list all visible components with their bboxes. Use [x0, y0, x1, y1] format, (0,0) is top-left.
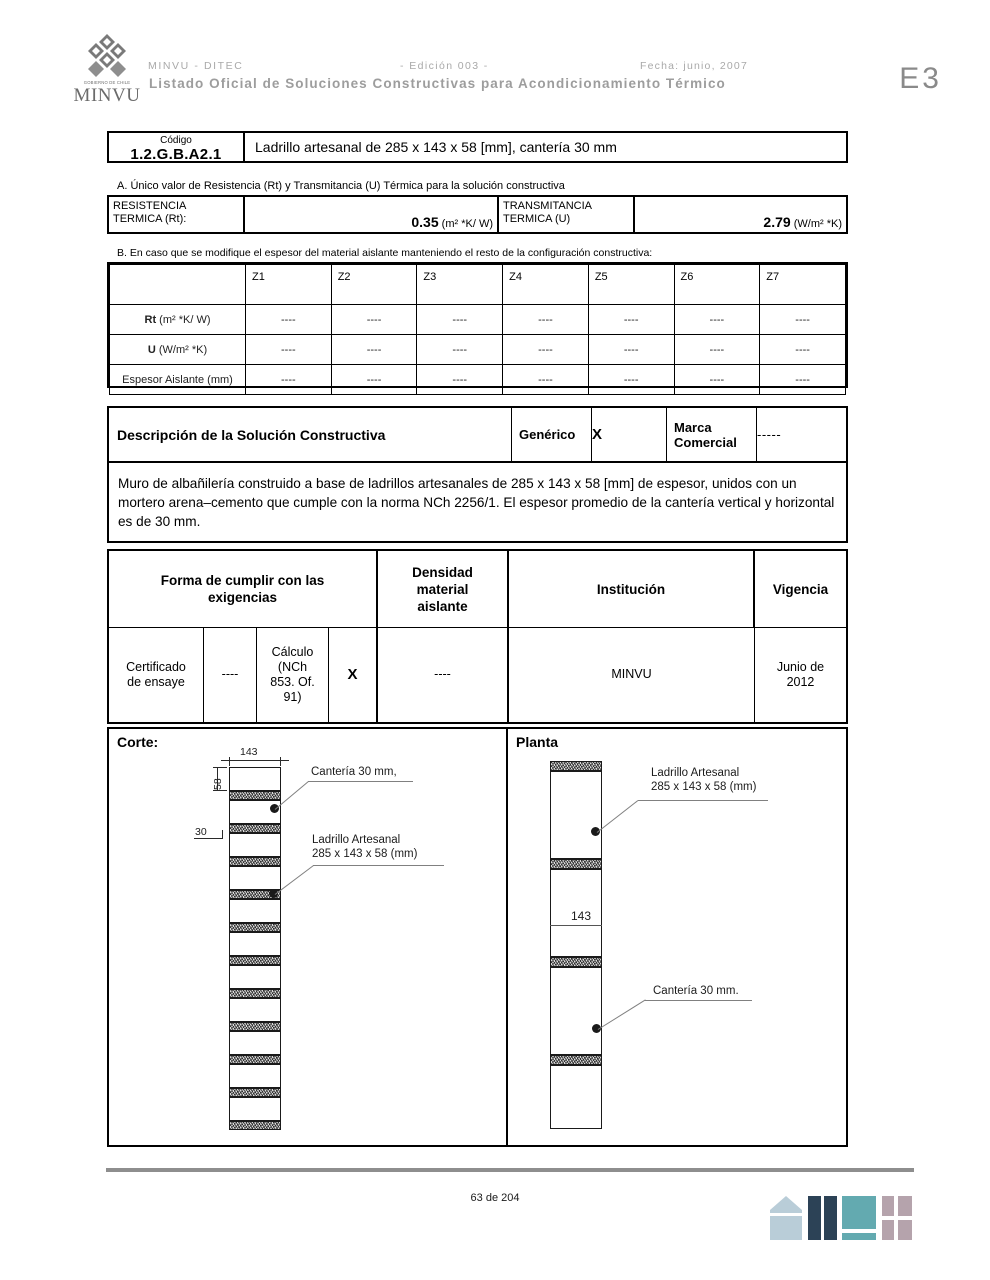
codigo-label: Código — [160, 135, 192, 146]
zone-cell: ---- — [417, 335, 503, 365]
zone-cell: ---- — [331, 335, 417, 365]
corte-mortar-joint — [229, 956, 281, 965]
institucion-header: Institución — [509, 551, 755, 627]
corte-dim-30: 30 — [195, 826, 207, 838]
header-fecha: Fecha: junio, 2007 — [640, 60, 748, 72]
zone-cell: ---- — [246, 305, 332, 335]
calculo-line4: 91) — [283, 689, 302, 704]
footer-logo-square-1 — [882, 1196, 894, 1216]
zone-header-Z1: Z1 — [246, 265, 332, 305]
footer-logo-block-teal — [842, 1196, 876, 1240]
planta-dim-divider — [550, 925, 602, 926]
zone-cell: ---- — [588, 305, 674, 335]
transmitancia-value-cell — [635, 197, 846, 232]
zone-header-Z2: Z2 — [331, 265, 417, 305]
footer-logo-bar-navy-1 — [808, 1196, 821, 1240]
marca-label — [667, 420, 737, 450]
zone-corner-cell — [110, 265, 246, 305]
footer-logo-bar-navy-2 — [824, 1196, 837, 1240]
footer-logo-teal-stripe — [842, 1229, 876, 1233]
generico-mark-cell[interactable] — [592, 408, 667, 461]
vigencia-line1: Junio de — [776, 659, 825, 674]
zone-cell: ---- — [246, 335, 332, 365]
section-b-table — [107, 262, 848, 388]
corte-ladrillo-leader-horiz — [313, 865, 444, 866]
footer-logo-square-2 — [898, 1196, 912, 1216]
planta-panel — [508, 729, 846, 1145]
corte-brick — [229, 899, 281, 923]
forma-cumplir-line1: Forma de cumplir con las — [160, 573, 325, 588]
resistencia-label-line2: TERMICA (Rt): — [113, 213, 187, 225]
planta-mortar-joint — [550, 957, 602, 967]
planta-dim-143: 143 — [571, 909, 592, 923]
corte-brick — [229, 833, 281, 857]
zone-header-Z4: Z4 — [503, 265, 589, 305]
zone-data-row — [110, 305, 846, 335]
resistencia-value-cell — [245, 197, 499, 232]
zone-cell: ---- — [674, 365, 760, 395]
certificado-line1: Certificado — [126, 659, 186, 674]
codigo-block — [107, 131, 848, 167]
header-minvu-ditec: MINVU - DITEC — [148, 60, 244, 72]
planta-canteria-leader-horiz — [645, 1000, 752, 1001]
header-edicion: - Edición 003 - — [400, 60, 489, 72]
footer-logo-stripe-white — [770, 1213, 802, 1216]
zone-cell: ---- — [503, 305, 589, 335]
section-b-caption: B. En caso que se modifique el espesor del material aislante manteniendo el resto de la configuración constructiva: — [117, 247, 653, 259]
corte-dim-tick-right — [280, 757, 281, 766]
zone-header-row — [110, 265, 846, 305]
corte-mortar-joint — [229, 1055, 281, 1064]
resistencia-value: 0.35 — [411, 214, 439, 230]
zone-row-label: Rt (m² *K/ W) — [110, 305, 246, 335]
corte-dim-line-143 — [221, 760, 289, 761]
zone-cell: ---- — [331, 305, 417, 335]
planta-mortar-joint — [550, 1055, 602, 1065]
corte-brick — [229, 1097, 281, 1121]
corte-mortar-joint — [229, 1022, 281, 1031]
descripcion-header-row — [109, 408, 846, 461]
planta-note-ladrillo-line1: Ladrillo Artesanal — [651, 767, 740, 779]
corte-mortar-joint — [229, 857, 281, 866]
zone-row-label: U (W/m² *K) — [110, 335, 246, 365]
codigo-value: 1.2.G.B.A2.1 — [130, 146, 222, 163]
zone-data-row — [110, 365, 846, 395]
calculo-mark: X — [347, 666, 358, 683]
planta-brick — [550, 967, 602, 1055]
zone-cell: ---- — [417, 365, 503, 395]
footer-logo-icon — [770, 1194, 912, 1242]
header-document-title: Listado Oficial de Soluciones Constructivas para Acondicionamiento Térmico — [149, 76, 726, 91]
corte-canteria-leader-horiz — [308, 781, 413, 782]
planta-mortar-joint — [550, 859, 602, 869]
footer-logo — [770, 1194, 912, 1242]
corte-note-ladrillo — [312, 833, 417, 861]
header-meta-line — [0, 60, 990, 74]
certificado-ensaye-label — [109, 627, 204, 722]
corte-brick — [229, 1064, 281, 1088]
corte-mortar-joint — [229, 923, 281, 932]
planta-note-ladrillo — [651, 766, 756, 794]
zone-cell: ---- — [674, 335, 760, 365]
calculo-line3: 853. Of. — [270, 674, 315, 689]
certificado-mark: ---- — [221, 667, 239, 681]
zone-header-Z3: Z3 — [417, 265, 503, 305]
zone-cell: ---- — [417, 305, 503, 335]
marca-label-cell — [667, 408, 757, 461]
corte-mortar-joint — [229, 989, 281, 998]
logo-gobierno-text: GOBIERNO DE CHILE — [83, 80, 131, 85]
planta-title: Planta — [516, 734, 559, 750]
transmitancia-label-line2: TERMICA (U) — [503, 213, 571, 225]
transmitancia-value: 2.79 — [763, 214, 791, 230]
corte-mortar-joint — [229, 824, 281, 833]
planta-brick — [550, 771, 602, 859]
cumplimiento-body-row — [109, 627, 846, 722]
planta-note-canteria: Cantería 30 mm. — [653, 985, 739, 997]
calculo-mark-cell[interactable] — [329, 627, 378, 722]
vigencia-value-cell — [755, 627, 846, 722]
forma-cumplir-line2: exigencias — [207, 590, 278, 605]
corte-note-ladrillo-line2: 285 x 143 x 58 (mm) — [312, 848, 418, 860]
corte-dim58-tick-top — [213, 767, 227, 768]
corte-note-ladrillo-line1: Ladrillo Artesanal — [312, 834, 401, 846]
densidad-line2: material — [416, 581, 469, 597]
densidad-header — [378, 551, 509, 627]
footer-logo-square-4 — [898, 1220, 912, 1240]
resistencia-label-cell — [109, 197, 245, 232]
corte-brick — [229, 998, 281, 1022]
corte-mortar-joint — [229, 1121, 281, 1130]
calculo-line1: Cálculo — [271, 644, 314, 659]
codigo-cell — [107, 131, 245, 163]
calculo-label — [257, 627, 329, 722]
planta-brick — [550, 1065, 602, 1129]
cumplimiento-header-row — [109, 551, 846, 627]
planta-canteria-leader-diag — [598, 999, 646, 1030]
planta-ladrillo-leader-horiz — [638, 800, 768, 801]
vigencia-header: Vigencia — [772, 581, 829, 597]
forma-cumplir-header — [109, 551, 378, 627]
densidad-value: ---- — [434, 667, 451, 681]
planta-ladrillo-leader-diag — [597, 800, 639, 833]
marca-label-line2: Comercial — [674, 434, 737, 450]
zone-header-Z6: Z6 — [674, 265, 760, 305]
generico-mark: X — [592, 426, 603, 443]
page-header — [0, 0, 990, 118]
zone-cell: ---- — [588, 365, 674, 395]
header-corner-code: E3 — [899, 62, 942, 95]
transmitancia-label-line1: TRANSMITANCIA — [503, 200, 593, 212]
footer-page-number: 63 de 204 — [470, 1192, 520, 1204]
zone-cell: ---- — [246, 365, 332, 395]
certificado-mark-cell[interactable] — [204, 627, 257, 722]
densidad-value-cell — [378, 627, 509, 722]
zone-row-label: Espesor Aislante (mm) — [110, 365, 246, 395]
descripcion-block — [107, 406, 848, 543]
zone-cell: ---- — [760, 365, 846, 395]
institucion-value-cell — [509, 627, 755, 722]
densidad-line1: Densidad — [412, 564, 473, 580]
zone-cell: ---- — [674, 305, 760, 335]
corte-mortar-joint — [229, 1088, 281, 1097]
marca-mark-cell[interactable] — [757, 408, 846, 461]
logo-minvu-text: MINVU — [73, 85, 141, 106]
marca-mark: ----- — [757, 427, 782, 442]
descripcion-title: Descripción de la Solución Constructiva — [117, 426, 386, 443]
descripcion-body: Muro de albañilería construido a base de ladrillos artesanales de 285 x 143 x 58 [mm] de espesor, unidos con un mortero arena–cemento que cumple con la norma NCh 2256/1. El espesor promedio de la cantería vertical y horizontal es de 30 mm. — [109, 461, 846, 541]
zone-cell: ---- — [503, 335, 589, 365]
zone-table — [109, 264, 846, 395]
zone-header-Z7: Z7 — [760, 265, 846, 305]
transmitancia-unit: (W/m² *K) — [793, 218, 842, 230]
zone-cell: ---- — [588, 335, 674, 365]
zone-cell: ---- — [331, 365, 417, 395]
codigo-description: Ladrillo artesanal de 285 x 143 x 58 [mm], cantería 30 mm — [245, 131, 848, 163]
section-a-caption: A. Único valor de Resistencia (Rt) y Transmitancia (U) Térmica para la solución constructiva — [117, 180, 565, 192]
zone-cell: ---- — [760, 305, 846, 335]
descripcion-title-cell — [109, 408, 512, 461]
cumplimiento-block — [107, 549, 848, 724]
zone-data-row — [110, 335, 846, 365]
zone-header-Z5: Z5 — [588, 265, 674, 305]
generico-label: Genérico — [519, 427, 576, 442]
section-a-table — [107, 195, 848, 234]
corte-note-canteria: Cantería 30 mm, — [311, 766, 397, 778]
corte-brick — [229, 866, 281, 890]
corte-brick — [229, 767, 281, 791]
corte-brick — [229, 1031, 281, 1055]
corte-dim58-tick-bot — [213, 790, 227, 791]
corte-dim-58: 58 — [212, 778, 224, 790]
zone-cell: ---- — [503, 365, 589, 395]
institucion-value: MINVU — [611, 667, 652, 681]
calculo-line2: (NCh — [277, 659, 308, 674]
corte-title: Corte: — [117, 734, 159, 750]
footer-rule — [106, 1168, 914, 1172]
corte-brick — [229, 932, 281, 956]
planta-note-ladrillo-line2: 285 x 143 x 58 (mm) — [651, 781, 757, 793]
corte-panel — [109, 729, 508, 1145]
certificado-line2: de ensaye — [127, 674, 185, 689]
resistencia-label-line1: RESISTENCIA — [113, 200, 187, 212]
corte-dim30-line — [194, 838, 222, 839]
corte-dim-143: 143 — [240, 746, 258, 758]
marca-label-line1: Marca — [674, 419, 712, 435]
corte-dim30-tick — [222, 830, 223, 839]
vigencia-line2: 2012 — [786, 674, 815, 689]
corte-mortar-joint — [229, 791, 281, 800]
corte-dim-tick-left — [229, 757, 230, 766]
zone-cell: ---- — [760, 335, 846, 365]
corte-brick — [229, 965, 281, 989]
densidad-line3: aislante — [417, 598, 468, 614]
footer-logo-square-3 — [882, 1220, 894, 1240]
resistencia-unit: (m² *K/ W) — [441, 218, 493, 230]
planta-mortar-joint — [550, 761, 602, 771]
generico-label-cell — [512, 408, 592, 461]
transmitancia-label-cell — [499, 197, 635, 232]
drawings-block — [107, 727, 848, 1147]
